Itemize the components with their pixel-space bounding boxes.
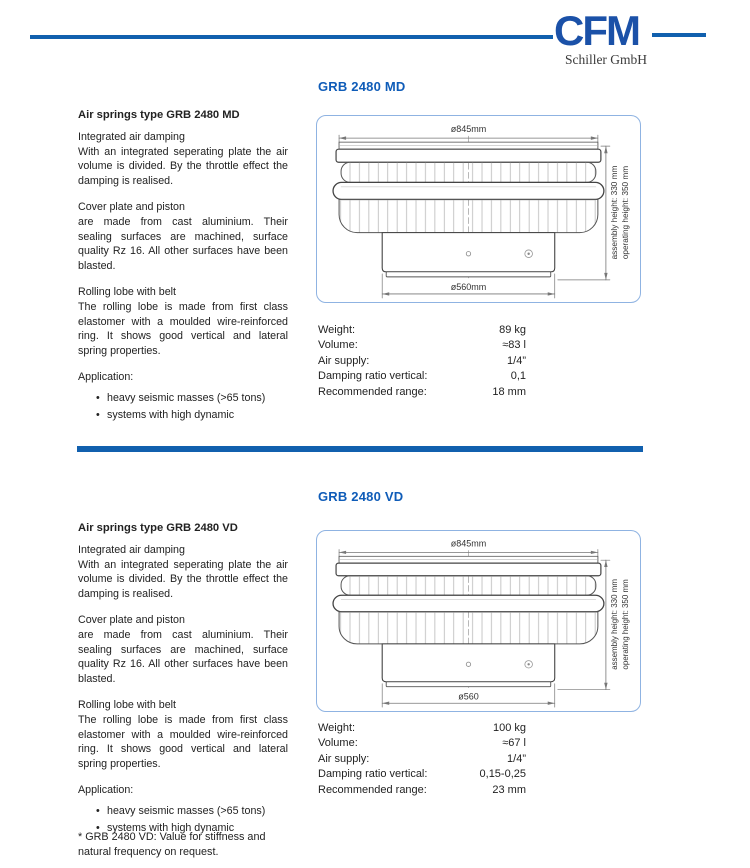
spec-table [318, 722, 526, 799]
header-rule-left [30, 35, 553, 39]
spec-row [318, 753, 526, 768]
paragraph-body: The rolling lobe is made from first class elastomer with a moulded wire-reinforced ring. It shows good vertical and lateral spring properties. [78, 300, 288, 358]
spec-value: 0,1 [510, 370, 526, 383]
footnote: * GRB 2480 VD: Value for stiffness and natural frequency on request. [78, 831, 266, 858]
spec-value: 23 mm [492, 783, 526, 796]
paragraph-group [78, 613, 288, 687]
spec-row [318, 370, 526, 385]
spec-label: Weight: [318, 324, 356, 336]
spec-row [318, 722, 526, 737]
spec-label: Air supply: [318, 752, 370, 765]
dim-operating-height: operating height: 350 mm [620, 579, 630, 670]
header-rule-right [652, 33, 706, 37]
paragraph-body: The rolling lobe is made from first class elastomer with a moulded wire-reinforced ring. It shows good vertical and lateral spring properties. [78, 713, 288, 771]
spec-label: Damping ratio vertical: [318, 768, 428, 781]
application-label: Application: [78, 783, 134, 796]
spec-value: 18 mm [492, 385, 526, 398]
spec-label: Weight: [318, 722, 356, 734]
application-list [78, 391, 288, 423]
spec-value: 1/4” [507, 752, 526, 765]
dim-bottom-diameter: ø560 [458, 691, 479, 702]
paragraph-body: With an integrated seperating plate the air volume is divided. By the throttle effect the damping is realised. [78, 558, 288, 601]
paragraph-group [78, 698, 288, 772]
spec-value: ≈83 l [502, 339, 526, 352]
paragraph-body: are made from cast aluminium. Their sealing surfaces are machined, surface quality Rz 16. All other surfaces have been blasted. [78, 215, 288, 273]
dim-operating-height: operating height: 350 mm [620, 165, 630, 260]
air-spring-drawing [317, 531, 640, 711]
spec-row [318, 386, 526, 401]
spec-row [318, 784, 526, 799]
dim-assembly-height: assembly height: 330 mm [609, 578, 619, 670]
section-divider [77, 446, 643, 452]
section-heading: Air springs type GRB 2480 MD [78, 109, 240, 121]
section-title: GRB 2480 VD [318, 489, 404, 504]
dim-bottom-diameter: ø560mm [450, 281, 487, 292]
spec-value: 89 kg [499, 324, 526, 336]
air-spring-drawing [317, 116, 640, 302]
spec-row [318, 324, 526, 339]
spec-label: Air supply: [318, 354, 370, 367]
left-column [78, 108, 288, 424]
paragraph-group [78, 285, 288, 359]
spec-label: Recommended range: [318, 385, 427, 398]
dim-assembly-height: assembly height: 330 mm [609, 165, 619, 260]
logo-subtitle: Schiller GmbH [564, 52, 648, 67]
spec-row [318, 355, 526, 370]
spec-row [318, 339, 526, 354]
drawing-box [316, 115, 641, 303]
left-column [78, 521, 288, 837]
list-item: • systems with high dynamic [96, 408, 288, 423]
list-item: • systems with high dynamic [96, 821, 288, 836]
paragraph-label: Integrated air damping [78, 543, 185, 556]
dim-top-diameter: ø845mm [450, 538, 487, 549]
paragraph-group [78, 543, 288, 602]
paragraph-body: With an integrated seperating plate the air volume is divided. By the throttle effect the damping is realised. [78, 145, 288, 188]
spec-label: Volume: [318, 737, 358, 750]
spec-label: Damping ratio vertical: [318, 370, 428, 383]
spec-value: ≈67 l [502, 737, 526, 750]
paragraph-label: Cover plate and piston [78, 613, 185, 626]
paragraph-body: are made from cast aluminium. Their sealing surfaces are machined, surface quality Rz 16. All other surfaces have been blasted. [78, 628, 288, 686]
list-item: • heavy seismic masses (>65 tons) [96, 804, 288, 819]
spec-value: 100 kg [492, 722, 526, 734]
paragraph-label: Rolling lobe with belt [78, 285, 177, 298]
spec-row [318, 768, 526, 783]
paragraph-group [78, 130, 288, 189]
spec-value: 0,15-0,25 [479, 768, 526, 781]
paragraph-group [78, 200, 288, 274]
spec-table [318, 324, 526, 401]
paragraph-label: Integrated air damping [78, 130, 185, 143]
paragraph-label: Cover plate and piston [78, 200, 185, 213]
application-label: Application: [78, 370, 134, 383]
section-heading: Air springs type GRB 2480 VD [78, 522, 238, 534]
spec-value: 1/4” [507, 354, 526, 367]
paragraph-label: Rolling lobe with belt [78, 698, 177, 711]
drawing-box [316, 530, 641, 712]
section-title: GRB 2480 MD [318, 79, 406, 94]
spec-label: Recommended range: [318, 783, 427, 796]
spec-row [318, 737, 526, 752]
cfm-logo [548, 4, 718, 54]
spec-label: Volume: [318, 339, 358, 352]
dim-top-diameter: ø845mm [450, 124, 487, 135]
list-item: • heavy seismic masses (>65 tons) [96, 391, 288, 406]
cfm-logo-text: CFM [554, 7, 639, 54]
